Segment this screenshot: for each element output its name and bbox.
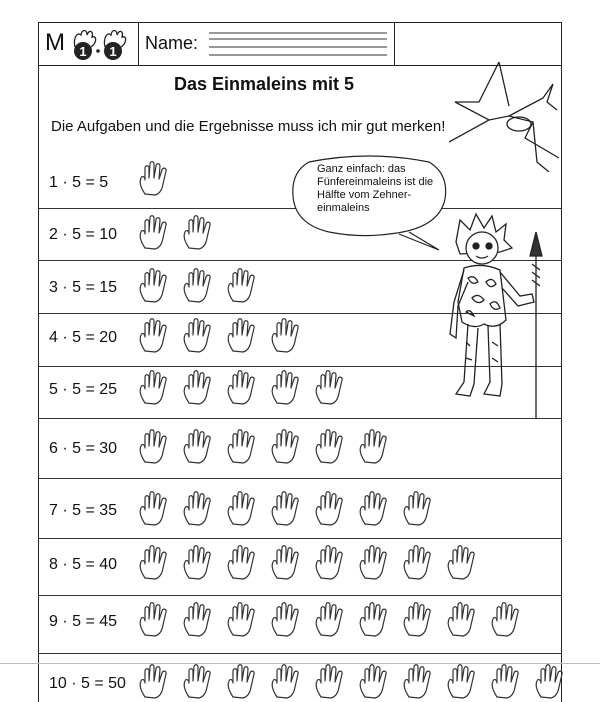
open-hand-icon <box>135 267 177 305</box>
open-hand-icon <box>135 428 177 466</box>
open-hand-icon <box>443 601 485 639</box>
open-hand-icon <box>179 317 221 355</box>
open-hand-icon <box>135 663 177 701</box>
open-hand-icon <box>179 214 221 252</box>
open-hand-icon <box>355 663 397 701</box>
equation: 9 · 5 = 45 <box>49 613 118 630</box>
svg-text:1: 1 <box>109 44 117 59</box>
logo-cell <box>39 23 139 65</box>
open-hand-icon <box>443 544 485 582</box>
page-bottom-divider <box>0 663 600 664</box>
open-hand-icon <box>355 428 397 466</box>
table-row <box>39 653 561 702</box>
hand-group <box>135 267 265 305</box>
pterodactyl-illustration <box>449 62 561 172</box>
open-hand-icon <box>399 601 441 639</box>
equation: 8 · 5 = 40 <box>49 556 118 573</box>
hand-group <box>135 317 309 355</box>
hand-group <box>135 490 441 528</box>
table-row <box>39 538 561 596</box>
equation: 7 · 5 = 35 <box>49 502 118 519</box>
name-write-lines[interactable] <box>209 29 387 59</box>
open-hand-icon <box>311 428 353 466</box>
table-row <box>39 595 561 654</box>
open-hand-icon <box>267 369 309 407</box>
open-hand-icon <box>135 317 177 355</box>
open-hand-icon <box>223 428 265 466</box>
open-hand-icon <box>179 490 221 528</box>
open-hand-icon <box>531 663 573 701</box>
worksheet-header <box>39 22 561 66</box>
hand-group <box>135 601 529 639</box>
name-cell <box>139 23 395 65</box>
table-row <box>39 418 561 479</box>
open-hand-icon <box>267 544 309 582</box>
open-hand-icon <box>223 601 265 639</box>
hands-1x1-logo-icon <box>69 25 135 63</box>
equation: 10 · 5 = 50 <box>49 675 126 692</box>
open-hand-icon <box>355 601 397 639</box>
equation: 2 · 5 = 10 <box>49 226 118 243</box>
caveman-illustration <box>444 212 560 424</box>
open-hand-icon <box>267 490 309 528</box>
equation: 6 · 5 = 30 <box>49 440 118 457</box>
hand-group <box>135 544 485 582</box>
open-hand-icon <box>179 369 221 407</box>
equation: 1 · 5 = 5 <box>49 174 109 191</box>
open-hand-icon <box>311 490 353 528</box>
worksheet-title: Das Einmaleins mit 5 <box>173 74 355 94</box>
table-row <box>39 478 561 539</box>
equation: 4 · 5 = 20 <box>49 329 118 346</box>
open-hand-icon <box>443 663 485 701</box>
equation: 3 · 5 = 15 <box>49 279 118 296</box>
hand-group <box>135 369 353 407</box>
open-hand-icon <box>135 490 177 528</box>
open-hand-icon <box>223 317 265 355</box>
open-hand-icon <box>267 317 309 355</box>
open-hand-icon <box>267 601 309 639</box>
open-hand-icon <box>135 544 177 582</box>
open-hand-icon <box>399 490 441 528</box>
hand-group <box>135 428 397 466</box>
open-hand-icon <box>355 490 397 528</box>
open-hand-icon <box>135 369 177 407</box>
open-hand-icon <box>223 490 265 528</box>
name-label: Name: <box>145 33 199 53</box>
open-hand-icon <box>135 214 177 252</box>
hand-group <box>135 160 177 198</box>
open-hand-icon <box>135 601 177 639</box>
logo-letter: M <box>45 29 65 56</box>
open-hand-icon <box>179 267 221 305</box>
intro-text: Die Aufgaben und die Ergebnisse muss ich mir gut merken! <box>51 118 446 135</box>
speech-bubble-text: Ganz einfach: das Fünfereinmaleins ist die Hälfte vom Zehner-einmaleins <box>317 163 434 214</box>
equation: 5 · 5 = 25 <box>49 381 118 398</box>
open-hand-icon <box>399 544 441 582</box>
worksheet <box>38 22 562 702</box>
open-hand-icon <box>311 601 353 639</box>
open-hand-icon <box>179 601 221 639</box>
open-hand-icon <box>311 369 353 407</box>
svg-text:1: 1 <box>79 44 87 59</box>
open-hand-icon <box>311 544 353 582</box>
open-hand-icon <box>399 663 441 701</box>
open-hand-icon <box>223 663 265 701</box>
open-hand-icon <box>355 544 397 582</box>
open-hand-icon <box>487 601 529 639</box>
open-hand-icon <box>179 428 221 466</box>
open-hand-icon <box>267 663 309 701</box>
hand-group <box>135 214 221 252</box>
open-hand-icon <box>179 544 221 582</box>
open-hand-icon <box>179 663 221 701</box>
open-hand-icon <box>267 428 309 466</box>
open-hand-icon <box>487 663 529 701</box>
open-hand-icon <box>223 267 265 305</box>
open-hand-icon <box>223 544 265 582</box>
open-hand-icon <box>311 663 353 701</box>
open-hand-icon <box>135 160 177 198</box>
hand-group <box>135 663 573 701</box>
open-hand-icon <box>223 369 265 407</box>
